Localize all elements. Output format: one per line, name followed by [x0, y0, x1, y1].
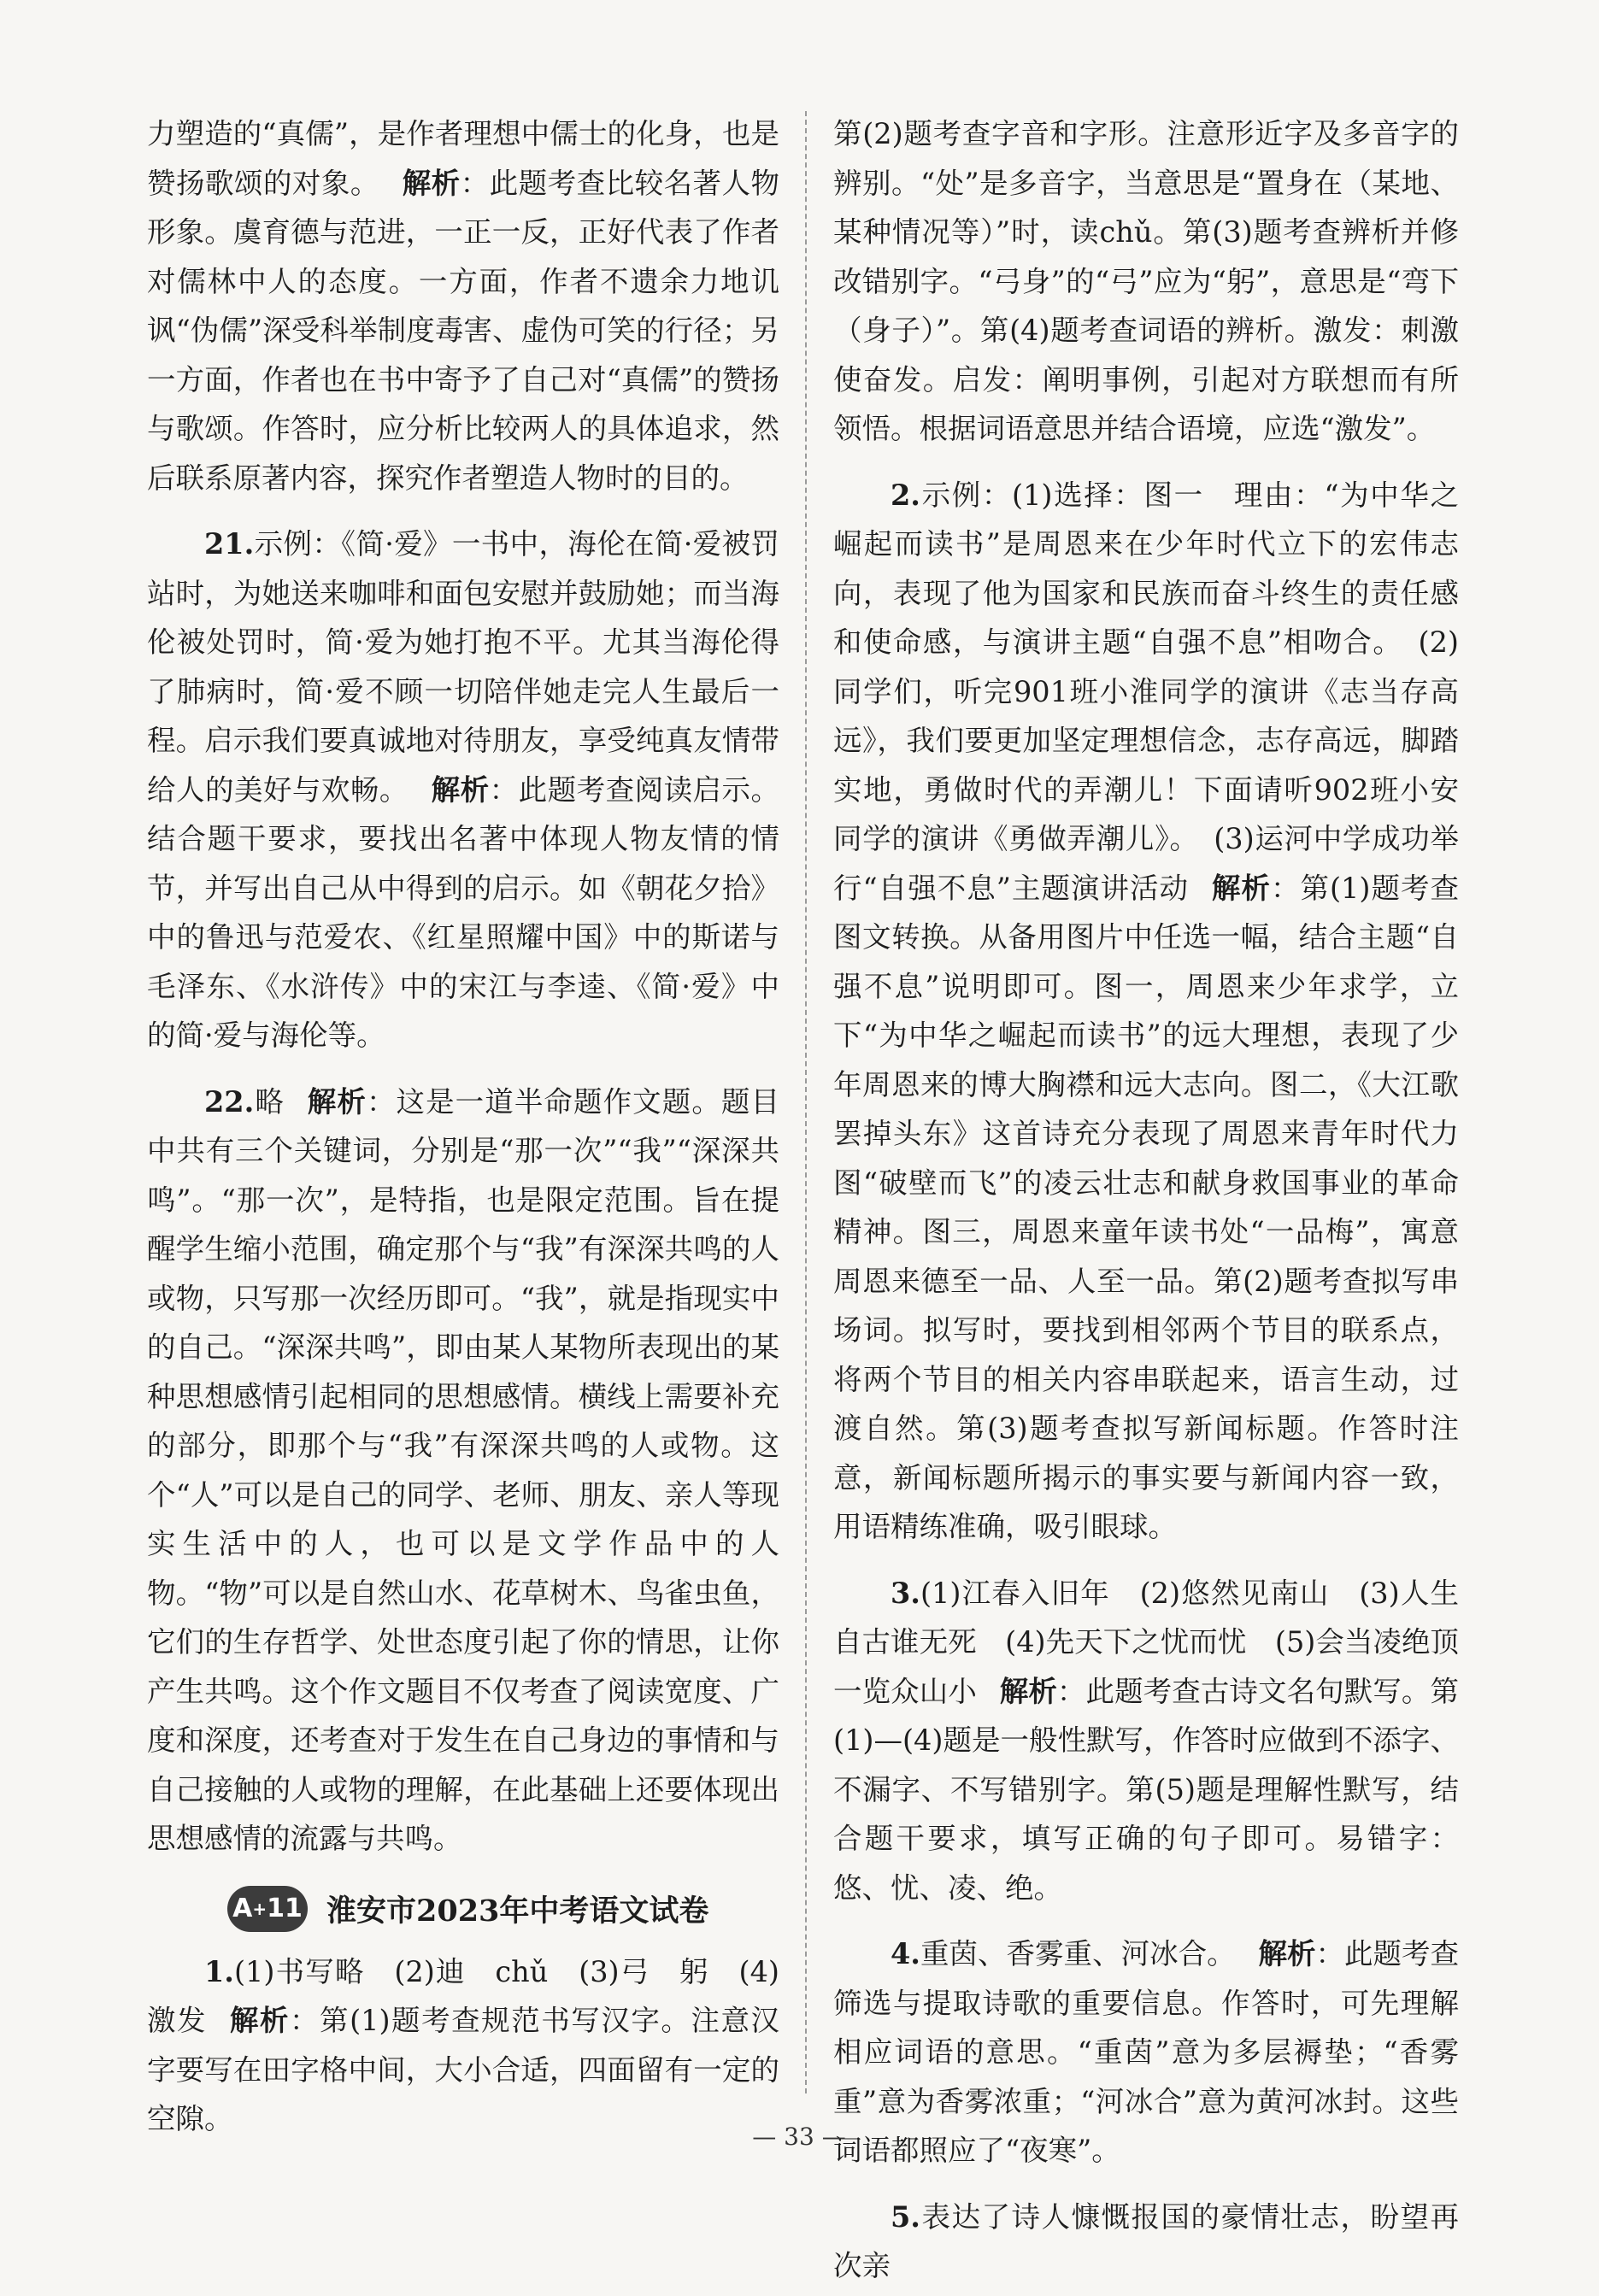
- question-number: 4.: [891, 1937, 920, 1970]
- section-title: 淮安市2023年中考语文试卷: [326, 1893, 709, 1929]
- right-column: [833, 109, 1488, 2296]
- answer-3: 3.(1)江春入旧年 (2)悠然见南山 (3)人生自古谁无死 (4)先天下之忧而忧 (5)会当凌绝顶 一览众山小 解析：此题考查古诗文名句默写。第(1)—(4)题是一般性默写，作答时应做到不添字、不漏字、不写错别字。第(5)题是理解性默写，结合题干要求，填写正确的句子即可。易错字：悠、忧、凌、绝。: [833, 1576, 1488, 1905]
- question-number: 1.: [204, 1954, 234, 1988]
- left-column: [147, 109, 779, 2149]
- page-number: — 33 —: [752, 2123, 846, 2151]
- question-number: 2.: [891, 478, 920, 512]
- section-badge: A + 11: [227, 1886, 308, 1932]
- analysis-label: 解析: [307, 1084, 367, 1119]
- analysis-label: 解析: [229, 2004, 290, 2037]
- answer-1: 1.(1)书写略 (2)迪 chǔ (3)弓 躬 (4)激发 解析：第(1)题考查规范书写汉字。注意汉字要写在田字格中间，大小合适，四面留有一定的空隙。: [147, 1954, 780, 2135]
- answer-21: 21.示例：《简·爱》一书中，海伦在简·爱被罚站时，为她送来咖啡和面包安慰并鼓励她；而当海伦被处罚时，简·爱为她打抱不平。尤其当海伦得了肺病时，简·爱不顾一切陪伴她走完人生最后一程。启示我们要真诚地对待朋友，享受纯真友情带给人的美好与欢畅。 解析：此题考查阅读启示。结合题干要求，要找出名著中体现人物友情的情节，并写出自己从中得到的启示。如《朝花夕拾》中的鲁迅与范爱农、《红星照耀中国》中的斯诺与毛泽东、《水浒传》中的宋江与李逵、《简·爱》中的简·爱与海伦等。: [147, 527, 780, 1052]
- analysis-label: 解析: [1258, 1937, 1316, 1970]
- analysis-label: 解析: [999, 1674, 1057, 1708]
- analysis-label: 解析: [402, 166, 461, 200]
- answer-1-continuation: 第(2)题考查字音和字形。注意形近字及多音字的辨别。“处”是多音字，当意思是“置身在（某地、某种情况等）”时，读chǔ。第(3)题考查辨析并修改错别字。“弓身”的“弓”应为“躬”，意思是“弯下（身子）”。第(4)题考查词语的辨析。激发：刺激使奋发。启发：阐明事例，引起对方联想而有所领悟。根据词语意思并结合语境，应选“激发”。: [833, 117, 1459, 445]
- column-divider: [805, 111, 807, 2093]
- answer-22: 22.略 解析：这是一道半命题作文题。题目中共有三个关键词，分别是“那一次”“我”“深深共鸣”。“那一次”，是特指，也是限定范围。旨在提醒学生缩小范围，确定那个与“我”有深深共鸣的人或物，只写那一次经历即可。“我”，就是指现实中的自己。“深深共鸣”，即由某人某物所表现出的某种思想感情引起相同的思想感情。横线上需要补充的部分，即那个与“我”有深深共鸣的人或物。这个“人”可以是自己的同学、老师、朋友、亲人等现实生活中的人，也可以是文学作品中的人物。“物”可以是自然山水、花草树木、鸟雀虫鱼，它们的生存哲学、处世态度引起了你的情思，让你产生共鸣。这个作文题目不仅考查了阅读宽度、广度和深度，还考查对于发生在自己身边的事情和与自己接触的人或物的理解，在此基础上还要体现出思想感情的流露与共鸣。: [147, 1084, 780, 1855]
- analysis-label: 解析: [1211, 871, 1271, 905]
- answer-5: 5.表达了诗人慷慨报国的豪情壮志，盼望再次亲: [833, 2199, 1459, 2282]
- answer-2: 2.示例：(1)选择：图一 理由：“为中华之崛起而读书”是周恩来在少年时代立下的宏伟志向，表现了他为国家和民族而奋斗终生的责任感和使命感，与演讲主题“自强不息”相吻合。 (2)同学们，听完901班小淮同学的演讲《志当存高远》，我们要更加坚定理想信念，志存高远，脚踏实地，勇做时代的弄潮儿！下面请听902班小安同学的演讲《勇做弄潮儿》。 (3)运河中学成功举行“自强不息”主题演讲活动 解析：第(1)题考查图文转换。从备用图片中任选一幅，结合主题“自强不息”说明即可。图一，周恩来少年求学，立下“为中华之崛起而读书”的远大理想，表现了少年周恩来的博大胸襟和远大志向。图二，《大江歌罢掉头东》这首诗充分表现了周恩来青年时代力图“破壁而飞”的凌云壮志和献身救国事业的革命精神。图三，周恩来童年读书处“一品梅”，寓意周恩来德至一品、人至一品。第(2)题考查拟写串场词。拟写时，要找到相邻两个节目的联系点，将两个节目的相关内容串联起来，语言生动，过渡自然。第(3)题考查拟写新闻标题。作答时注意，新闻标题所揭示的事实要与新闻内容一致，用语精练准确，吸引眼球。: [833, 478, 1460, 1543]
- question-number: 21.: [204, 527, 255, 561]
- answer-4: 4.重茵、香雾重、河冰合。 解析：此题考查筛选与提取诗歌的重要信息。作答时，可先理解相应词语的意思。“重茵”意为多层褥垫；“香雾重”意为香雾浓重；“河冰合”意为黄河冰封。这些词语都照应了“夜寒”。: [833, 1937, 1460, 2167]
- question-number: 5.: [891, 2199, 920, 2234]
- analysis-label: 解析: [431, 772, 490, 807]
- question-number: 22.: [204, 1084, 255, 1119]
- question-number: 3.: [891, 1576, 920, 1610]
- answer-20-continuation: 力塑造的“真儒”，是作者理想中儒士的化身，也是赞扬歌颂的对象。 解析：此题考查比较名著人物形象。虞育德与范进，一正一反，正好代表了作者对儒林中人的态度。一方面，作者不遗余力地讥讽“伪儒”深受科举制度毒害、虚伪可笑的行径；另一方面，作者也在书中寄予了自己对“真儒”的赞扬与歌颂。作答时，应分析比较两人的具体追求，然后联系原著内容，探究作者塑造人物时的目的。: [147, 117, 780, 495]
- section-heading: [147, 1886, 779, 1932]
